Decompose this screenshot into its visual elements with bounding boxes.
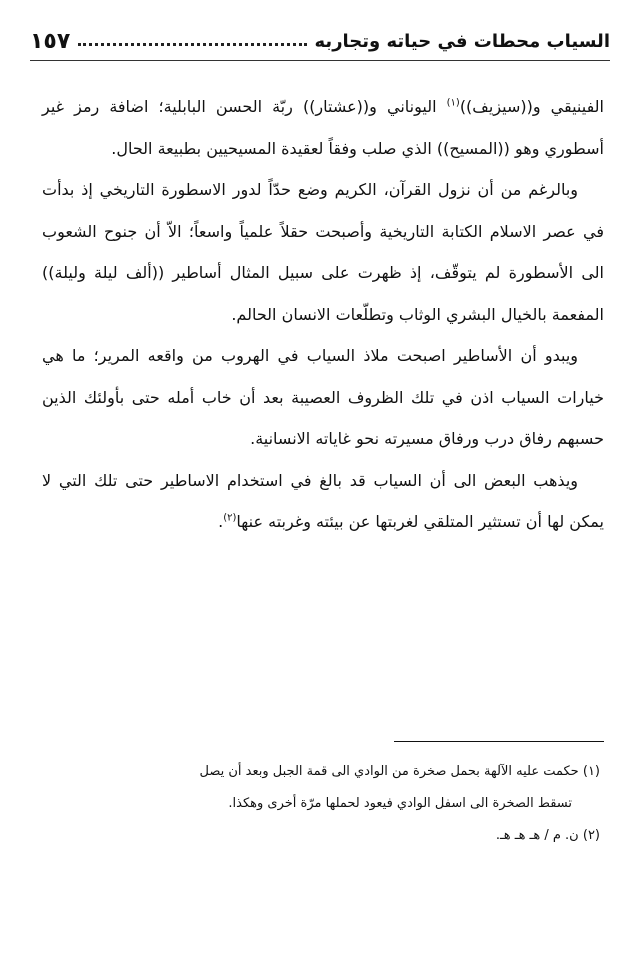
paragraph-2: وبالرغم من أن نزول القرآن، الكريم وضع حدّاً لدور الاسطورة التاريخي إذ بدأت في عصر الاسلام الكتابة التاريخية وأصبحت حقلاً علمياً واسعاً؛ الاّ أن جنوح الشعوب الى الأسطورة لم يتوقّف، إذ ظهرت على سبيل المثال أساطير ((ألف ليلة وليلة)) المفعمة بالخيال البشري الوثاب وتطلّعات الانسان الحالم. (42, 180, 604, 324)
header-rule (30, 60, 610, 61)
body-text (42, 86, 604, 543)
running-title: السياب محطات في حياته وتجاربه (314, 30, 610, 52)
footnotes (48, 756, 600, 852)
footnote-1 (48, 756, 600, 820)
paragraph-4 (42, 460, 604, 543)
footnote-ref-2: (٢) (223, 512, 237, 524)
page-number: ١٥٧ (30, 28, 71, 54)
paragraph-4-end: . (218, 512, 224, 531)
paragraph-1-start: الفينيقي و((سيزيف)) (459, 97, 605, 116)
paragraph-4-text: ويذهب البعض الى أن السياب قد بالغ في استخدام الاساطير حتى تلك التي لا يمكن لها أن تستثير المتلقي لغربتها عن بيئته وغربته عنها (42, 470, 604, 531)
paragraph-3: ويبدو أن الأساطير اصبحت ملاذ السياب في الهروب من واقعه المرير؛ ما هي خيارات السياب اذن في تلك الظروف العصيبة بعد أن خاب أمله حتى بأولئك الذين حسبهم رفاق درب ورفاق مسيرته نحو غاياته الانسانية. (42, 346, 604, 448)
footnote-1-line-1: (١) حكمت عليه الآلهة بحمل صخرة من الوادي الى قمة الجبل وبعد أن يصل (199, 764, 600, 779)
footnote-separator (394, 741, 604, 742)
page-header (30, 24, 610, 58)
paragraph-1 (42, 86, 604, 169)
footnote-2: (٢) ن. م / هـ هـ هـ. (495, 828, 600, 843)
dotted-leader (78, 43, 306, 46)
footnote-1-line-2: تسقط الصخرة الى اسفل الوادي فيعود لحملها مرّة أخرى وهكذا. (228, 796, 572, 811)
footnote-ref-1: (١) (446, 97, 460, 109)
paragraph-1-rest: اليوناني و((عشتار)) ربّة الحسن البابلية؛ اضافة رمز غير أسطوري وهو ((المسيح)) الذي صلب وفقاً لعقيدة المسيحيين بطبيعة الحال. (42, 97, 604, 158)
